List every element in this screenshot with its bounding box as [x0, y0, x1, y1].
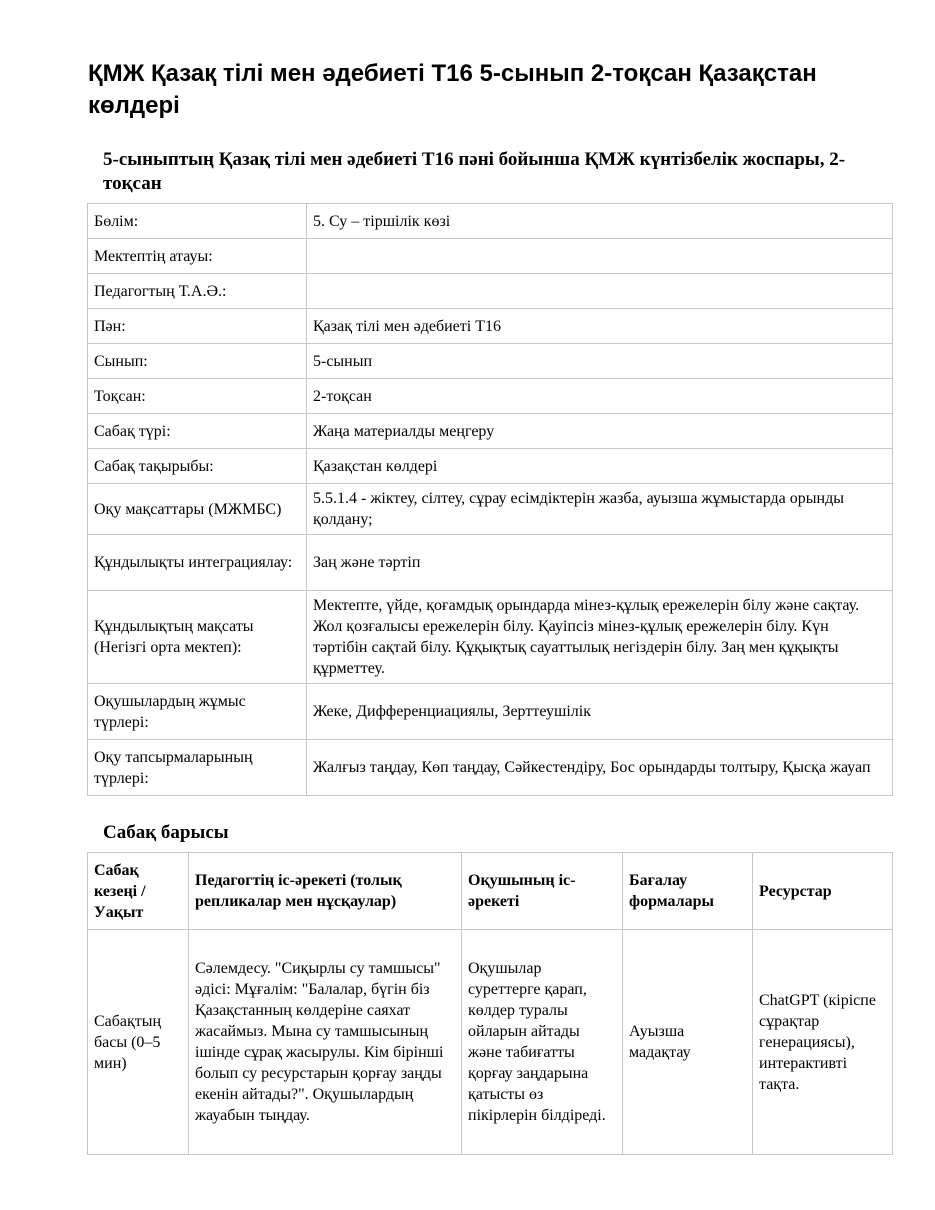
- table-row: [88, 535, 893, 591]
- table-row: [88, 274, 893, 309]
- column-header-student-activity: Оқушының іс-әрекеті: [462, 853, 623, 930]
- info-value: Қазақстан көлдері: [307, 449, 893, 484]
- info-label: Оқу мақсаттары (МЖМБС): [88, 484, 307, 535]
- table-row: [88, 449, 893, 484]
- lesson-progress-table: [87, 852, 893, 1155]
- column-header-resources: Ресурстар: [753, 853, 893, 930]
- info-value: 5.5.1.4 - жіктеу, сілтеу, сұрау есімдіктерін жазба, ауызша жұмыстарда орынды қолдану;: [307, 484, 893, 535]
- info-label: Бөлім:: [88, 204, 307, 239]
- column-header-stage: Сабақ кезеңі / Уақыт: [88, 853, 189, 930]
- column-header-teacher-activity: Педагогтің іс-әрекеті (толық репликалар мен нұсқаулар): [189, 853, 462, 930]
- info-label: Мектептің атауы:: [88, 239, 307, 274]
- table-row: [88, 309, 893, 344]
- cell-teacher-activity: Сәлемдесу. "Сиқырлы су тамшысы" әдісі: Мұғалім: "Балалар, бүгін біз Қазақстанның көлдеріне саяхат жасаймыз. Мына су тамшысының ішінде сұрақ жасырулы. Кім бірінші болып су ресурстарын қорғау заңды екенін айтады?". Оқушылардың жауабын тыңдау.: [189, 930, 462, 1155]
- plan-title: 5-сыныптың Қазақ тілі мен әдебиеті Т16 пәні бойынша ҚМЖ күнтізбелік жоспары, 2-тоқсан: [103, 149, 846, 194]
- table-row: [88, 740, 893, 796]
- info-label: Оқу тапсырмаларының түрлері:: [88, 740, 307, 796]
- info-value: [307, 274, 893, 309]
- info-value: 2-тоқсан: [307, 379, 893, 414]
- cell-resources: ChatGPT (кіріспе сұрақтар генерациясы), интерактивті тақта.: [753, 930, 893, 1155]
- table-row: [88, 591, 893, 684]
- info-label: Пән:: [88, 309, 307, 344]
- page-title: ҚМЖ Қазақ тілі мен әдебиеті Т16 5-сынып 2-тоқсан Қазақстан көлдері: [88, 60, 817, 119]
- table-row: [88, 379, 893, 414]
- lesson-info-table: [87, 203, 893, 796]
- info-label: Құндылықтың мақсаты (Негізгі орта мектеп):: [88, 591, 307, 684]
- column-header-assessment: Бағалау формалары: [623, 853, 753, 930]
- info-value: Қазақ тілі мен әдебиеті Т16: [307, 309, 893, 344]
- info-label: Сабақ түрі:: [88, 414, 307, 449]
- info-label: Құндылықты интеграциялау:: [88, 535, 307, 591]
- info-value: [307, 239, 893, 274]
- table-row: [88, 484, 893, 535]
- info-value: 5. Су – тіршілік көзі: [307, 204, 893, 239]
- table-row: [88, 930, 893, 1155]
- info-value: Жеке, Дифференциациялы, Зерттеушілік: [307, 684, 893, 740]
- info-label: Педагогтың Т.А.Ә.:: [88, 274, 307, 309]
- table-row: [88, 344, 893, 379]
- info-value: Жаңа материалды меңгеру: [307, 414, 893, 449]
- table-row: [88, 414, 893, 449]
- cell-student-activity: Оқушылар суреттерге қарап, көлдер туралы ойларын айтады және табиғатты қорғау заңдарына қатысты өз пікірлерін білдіреді.: [462, 930, 623, 1155]
- table-row: [88, 239, 893, 274]
- table-header-row: [88, 853, 893, 930]
- info-value: Жалғыз таңдау, Көп таңдау, Сәйкестендіру, Бос орындарды толтыру, Қысқа жауап: [307, 740, 893, 796]
- info-label: Оқушылардың жұмыс түрлері:: [88, 684, 307, 740]
- info-label: Сабақ тақырыбы:: [88, 449, 307, 484]
- info-label: Тоқсан:: [88, 379, 307, 414]
- info-value: Мектепте, үйде, қоғамдық орындарда мінез-құлық ережелерін білу және сақтау. Жол қозғалысы ережелерін білу. Қауіпсіз мінез-құлық ережелерін білу. Күн тәртібін сақтай білу. Құқықтық сауаттылық негіздерін білу. Заң мен құқықты құрметтеу.: [307, 591, 893, 684]
- cell-assessment: Ауызша мадақтау: [623, 930, 753, 1155]
- info-value: 5-сынып: [307, 344, 893, 379]
- lesson-progress-title: Сабақ барысы: [103, 822, 229, 843]
- table-row: [88, 204, 893, 239]
- cell-stage: Сабақтың басы (0–5 мин): [88, 930, 189, 1155]
- info-value: Заң және тәртіп: [307, 535, 893, 591]
- info-label: Сынып:: [88, 344, 307, 379]
- table-row: [88, 684, 893, 740]
